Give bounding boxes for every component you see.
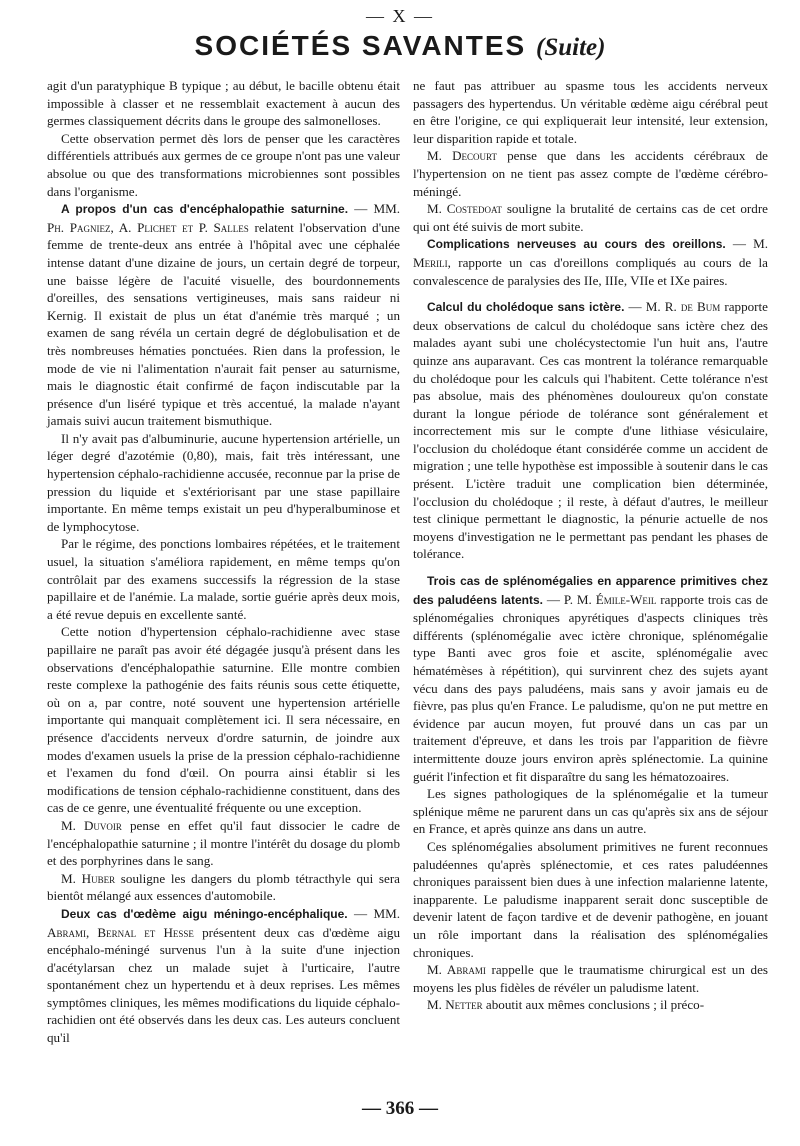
authors: P. M. Émile-Weil bbox=[563, 591, 657, 607]
right-column bbox=[413, 77, 768, 1014]
paragraph-text: présentent deux cas d'œdème aigu encéphalo-méningé survenus l'un à la suite d'une injection d'acétylarsan chez un malade sujet à l'urticaire, l'autre spontanément chez un hypertendu et à deux reprises. Les mêmes symptômes cliniques, les mêmes modifications du liquide céphalo-rachidien ont été observés dans les deux cas. Les auteurs concluent qu'il bbox=[47, 924, 400, 1046]
section-choledoque bbox=[413, 298, 768, 563]
paragraph-text: souligne les dangers du plomb tétracthyle qui sera bientôt mélangé aux essences d'automobile. bbox=[47, 870, 400, 904]
section-heading: A propos d'un cas d'encéphalopathie saturnine. bbox=[61, 202, 349, 217]
author-name: M. Duvoir bbox=[61, 817, 122, 833]
section-heading: Complications nerveuses au cours des oreillons. bbox=[427, 237, 726, 252]
paragraph-text: , rapporte un cas d'oreillons compliqués au cours de la convalescence de paralysies des IIe, IIIe, VIIe et IXe paires. bbox=[413, 254, 768, 288]
paragraph-text: pense que dans les accidents cérébraux de l'hypertension on ne tient pas assez compte de l'œdème cérébro-méningé. bbox=[413, 148, 768, 199]
title-main: SOCIÉTÉS SAVANTES bbox=[194, 30, 527, 61]
paragraph: agit d'un paratyphique B typique ; au début, le bacille obtenu était impossible à classer et ne ressemblait exactement à aucun des germes classiquement décrits dans le groupe des salmonelloses. bbox=[47, 78, 400, 129]
dash: — bbox=[348, 201, 374, 217]
paragraph-text: aboutit aux mêmes conclusions ; il préco- bbox=[482, 997, 705, 1013]
left-column bbox=[47, 77, 400, 1047]
page-title bbox=[0, 30, 800, 62]
authors: MM. Abrami, Bernal et Hesse bbox=[47, 905, 400, 940]
author-name: M. Netter bbox=[427, 997, 483, 1013]
paragraph-text: rapporte trois cas de splénomégalies chroniques apyrétiques d'aspects cliniques très différents (splénomégalie avec ictère chronique, splénomégalie type Banti avec gros foie et ascite, splénomégalie avec hématémèses à répétition), qui survinrent chez des sujets ayant vécu dans des pays paludéens, mais sans y avoir jamais eu de fièvre, pas plus qu'en France. Le paludisme, qu'on ne put mettre en évidence par aucun moyen, fut prouvé dans un cas par un traitement d'épreuve, et dans les trois par l'apparition de fièvre intermittente douze jours environ après splénectomie. La quinine guérit l'infection et fit disparaître du sang les hématozoaires. bbox=[413, 591, 768, 784]
section-splenomegalies bbox=[413, 572, 768, 785]
title-suffix: (Suite) bbox=[536, 34, 606, 61]
section-heading: Trois cas de splénomégalies en apparence primitives chez des paludéens latents. bbox=[413, 574, 768, 607]
author-name: M. Costedoat bbox=[427, 201, 502, 217]
paragraph: Ces splénomégalies absolument primitives ne furent reconnues paludéennes qu'après splénectomie, et ces rates paludéennes chroniques paraissent bien dues à une infection malarienne latente, inapparente. Le paludisme inapparent serait donc susceptible de devenir latent de façon tardive et de devenir pathogène, en jouant un rôle important dans la réalisation des splénomégalies chroniques. bbox=[413, 838, 768, 960]
section-encephalopathie bbox=[47, 200, 400, 430]
paragraph-text: pense en effet qu'il faut dissocier le cadre de l'encéphalopathie saturnine ; il montre l'intérêt du dosage du plomb et des porphyrines dans le sang. bbox=[47, 817, 400, 869]
paragraph-text: rapporte deux observations de calcul du cholédoque sans ictère chez des malades ayant subi une cholécystectomie l'un huit ans, l'autre quinze ans auparavant. Ces cas montrent la tolérance remarquable du cholédoque pour les calculs qui l'habitent. Cette tolérance n'est pas absolue, mais des phénomènes douloureux qu'on constate durant la longue période de tolérance sont généralement et incorrectement mis sur le compte d'une lithiase vésiculaire, l'occlusion du cholédoque étant considérée comme un accident de migration ; une telle hypothèse est impossible à soutenir dans le cas présent. L'ictère traduit une complication bien déterminée, l'occlusion du cholédoque ; il reste, à défaut d'autres, le meilleur test clinique permettant le diagnostic, la pénurie actuelle de nos moyens d'investigation ne le permettant pas pendant les phases de tolérance. bbox=[413, 299, 768, 562]
dash: — bbox=[347, 905, 374, 921]
authors: M. Merili bbox=[413, 236, 768, 270]
author-name: M. Abrami bbox=[427, 962, 486, 978]
paragraph-text: relatent l'observation d'une femme de trente-deux ans entrée à l'hôpital avec une céphalée intense datant d'une dizaine de jours, un certain degré de torpeur, une baisse légère de l'acuité visuelle, des bourdonnements d'oreilles, des sensations vertigineuses, mais sans raideur ni Kernig. Il existait de plus un état d'anémie très marqué ; un examen de sang révéla un certain degré de déglobulisation et de très nombreuses hématies ponctuées. Rien dans la profession, le mode de vie ni l'alimentation n'aurait fait penser au saturnisme, mais le diagnostic était confirmé de façon indiscutable par la présence d'un liséré typique et très accentué, la malade n'ayant jamais suivi aucun traitement bismuthique. bbox=[47, 219, 400, 429]
dash: — bbox=[725, 236, 754, 252]
paragraph: Il n'y avait pas d'albuminurie, aucune hypertension artérielle, un léger degré d'azotémie (0,80), mais, fait très intéressant, une hypertension céphalo-rachidienne accusée, reconnue par la prise de pression du liquide et s'extériorisant par une stase papillaire importante. En même temps existait un peu d'hyperalbuminose et de lymphocytose. bbox=[47, 430, 400, 534]
author-name: M. Decourt bbox=[427, 148, 497, 164]
paragraph: Les signes pathologiques de la splénomégalie et la tumeur splénique même ne parurent dans un cas qu'après six ans de séjour en France, et après quinze ans dans un autre. bbox=[413, 786, 768, 837]
page-number: — 366 — bbox=[362, 1098, 438, 1119]
paragraph: Par le régime, des ponctions lombaires répétées, et le traitement usuel, la situation s'améliora rapidement, en même temps qu'on contrôlait par des examens successifs la régression de la stase papillaire et de l'anémie. La malade, sortie guérie après deux mois, a été revue depuis en excellente santé. bbox=[47, 536, 400, 622]
remark-duvoir bbox=[47, 817, 400, 870]
section-heading: Deux cas d'œdème aigu méningo-encéphalique. bbox=[61, 906, 348, 921]
paragraph: ne faut pas attribuer au spasme tous les accidents nerveux passagers des hypertendus. Un véritable œdème aigu cérébral peut en être l'origine, ce qui expliquerait leur intensité, leur extension, leur disparition rapide et totale. bbox=[413, 78, 768, 146]
section-oedeme bbox=[47, 905, 400, 1047]
paragraph-text: souligne la brutalité de certains cas de cet ordre qui ont été suivis de mort subite. bbox=[413, 201, 768, 234]
section-oreillons bbox=[413, 235, 768, 289]
remark-huber bbox=[47, 870, 400, 905]
author-name: M. Huber bbox=[61, 870, 116, 886]
remark-decourt bbox=[413, 147, 768, 200]
page-roman-numeral: — X — bbox=[366, 6, 434, 26]
paragraph-text: rappelle que le traumatisme chirurgical est un des moyens les plus fidèles de révéler un paludisme latent. bbox=[413, 962, 768, 995]
authors: MM. Ph. Pagniez, A. Plichet et P. Salles bbox=[47, 201, 401, 235]
remark-costedoat bbox=[413, 200, 768, 235]
dash: — bbox=[542, 591, 564, 607]
remark-netter bbox=[413, 996, 768, 1014]
remark-abrami bbox=[413, 961, 768, 996]
dash: — bbox=[624, 299, 646, 315]
section-heading: Calcul du cholédoque sans ictère. bbox=[427, 300, 625, 315]
paragraph: Cette observation permet dès lors de penser que les caractères différentiels attribués aux germes de ce groupe n'ont pas une valeur absolue ou que des transformations microbiennes sont possibles dans l'organisme. bbox=[47, 130, 400, 199]
authors: M. R. de Bum bbox=[645, 299, 721, 315]
paragraph: Cette notion d'hypertension céphalo-rachidienne avec stase papillaire ne paraît pas avoir été dégagée jusqu'à présent dans les observations d'encéphalopathie saturnine. Elle montre combien reste complexe la pathogénie des faits réunis sous cette étiquette, où on a, par contre, noté souvent une hypertension artérielle importante qui manquait complètement ici. Il sera nécessaire, en présence d'accidents nerveux d'ordre saturnin, de joindre aux modes d'examen usuels la prise de la pression céphalo-rachidienne et l'examen du fond d'œil. On pourra ainsi établir si les modifications de tension céphalo-rachidienne constituent, dans des cas de ce genre, une éventualité fréquente ou une exception. bbox=[47, 624, 400, 816]
